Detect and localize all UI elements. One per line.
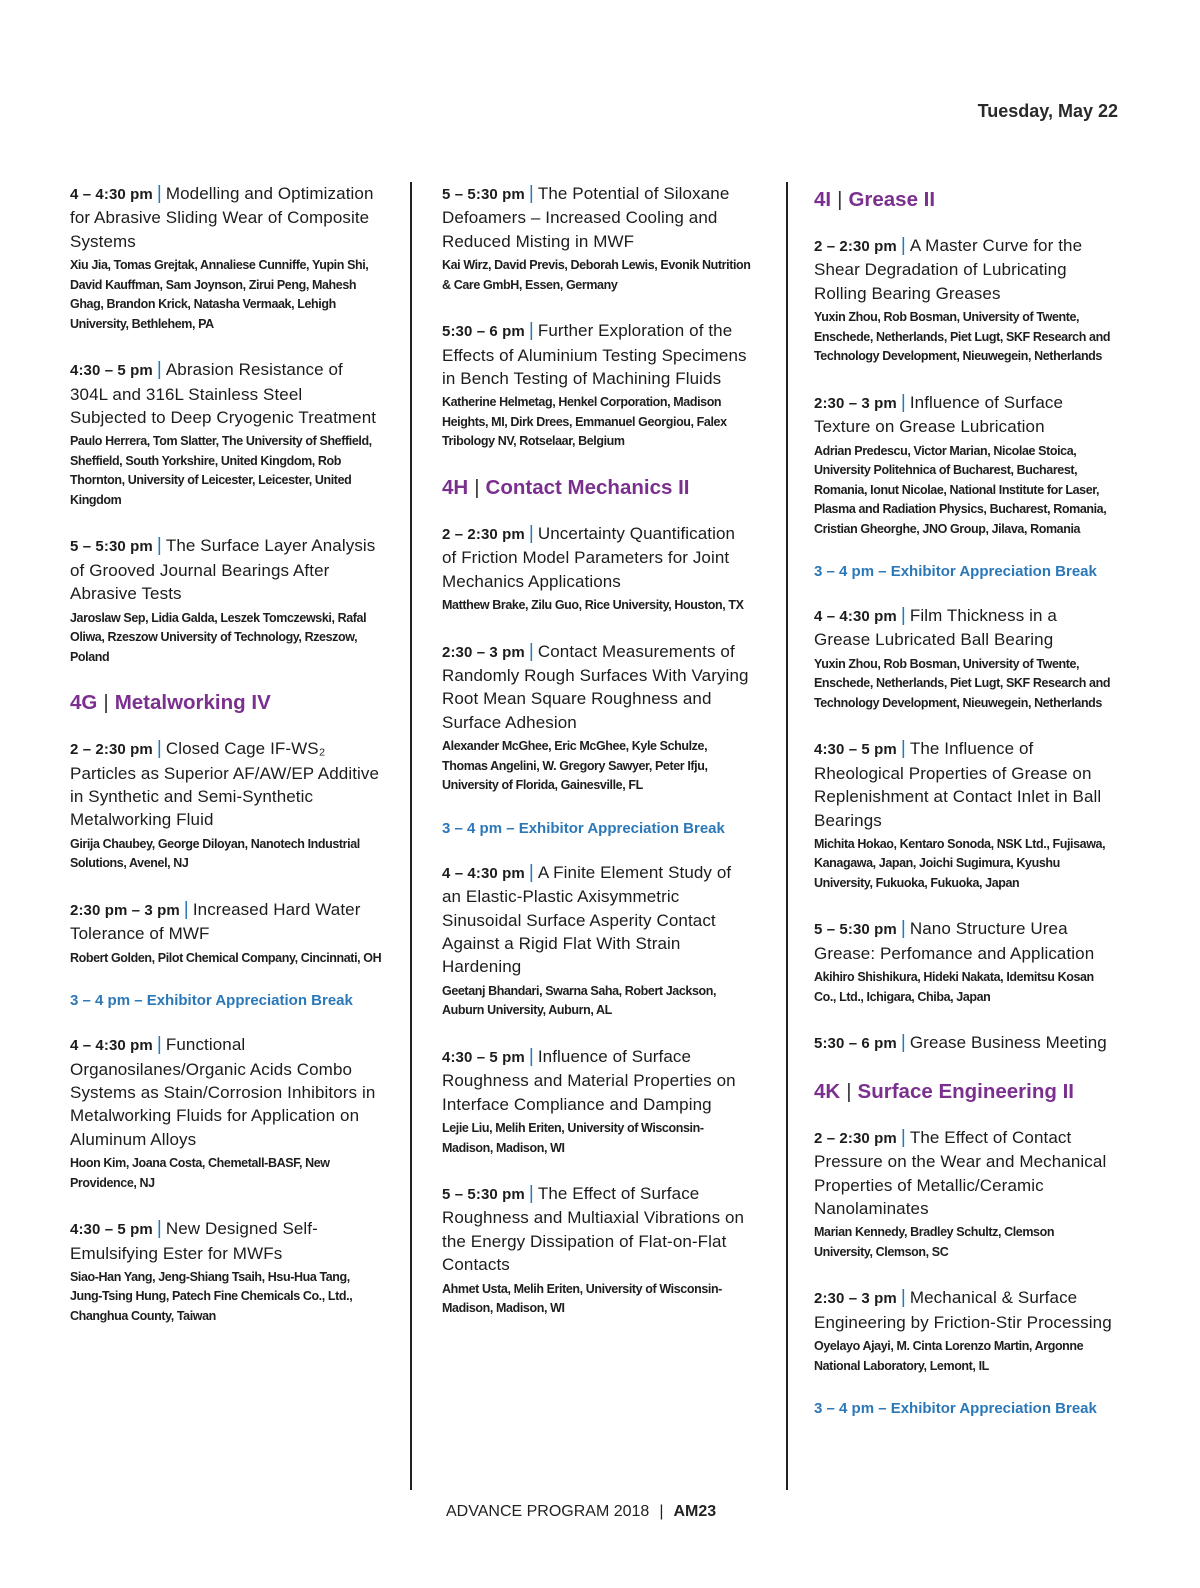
session-divider: | (103, 691, 109, 715)
talk-entry (814, 234, 1114, 367)
talk-entry (70, 358, 382, 510)
talk-title: A Master Curve for the Shear Degradation of Lubricating Rolling Bearing Greases (814, 236, 1083, 303)
time-divider: | (900, 1032, 906, 1054)
talk-title: Nano Structure Urea Grease: Perfomance and Application (814, 919, 1095, 963)
session-divider: | (837, 188, 843, 211)
session-header (70, 691, 382, 715)
talk-title: Contact Measurements of Randomly Rough Surfaces With Varying Root Mean Square Roughness and Surface Adhesion (442, 641, 749, 732)
talk-title: Mechanical & Surface Engineering by Friction-Stir Processing (814, 1288, 1112, 1332)
time-divider: | (528, 320, 534, 342)
session-divider: | (846, 1079, 852, 1103)
talk-heading (70, 534, 382, 605)
talk-time: 5 – 5:30 pm (442, 1186, 525, 1204)
talk-time: 4:30 – 5 pm (442, 1048, 525, 1066)
exhibitor-break: 3 – 4 pm – Exhibitor Appreciation Break (442, 819, 725, 837)
talk-title: The Effect of Contact Pressure on the Wear and Mechanical Properties of Metallic/Ceramic Nanolaminates (814, 1127, 1107, 1218)
time-divider: | (528, 183, 534, 204)
talk-heading (70, 898, 382, 946)
talk-entry (814, 391, 1114, 539)
talk-title: A Finite Element Study of an Elastic-Plastic Axisymmetric Sinusoidal Surface Asperity Contact Against a Rigid Flat With Strain Hardening (442, 862, 732, 977)
talk-entry (70, 182, 382, 334)
talk-entry (442, 319, 754, 452)
talk-heading (70, 737, 382, 832)
talk-authors: Adrian Predescu, Victor Marian, Nicolae Stoica, University Politehnica of Bucharest, Bucharest, Romania, Ionut Nicolae, National Institute for Laser, Plasma and Radiation Physics, Bucharest, Romania, Cristian Gheorghe, JNO Group, Jilava, Romania (814, 443, 1107, 536)
talk-authors: Lejie Liu, Melih Eriten, University of Wisconsin-Madison, Madison, WI (442, 1121, 704, 1155)
session-header (814, 188, 1114, 212)
session-name: Surface Engineering II (857, 1079, 1074, 1103)
talk-time: 2:30 pm – 3 pm (70, 901, 180, 919)
talk-time: 5:30 – 6 pm (814, 1035, 897, 1053)
talk-heading (442, 522, 754, 593)
footer-program: ADVANCE PROGRAM 2018 (446, 1503, 650, 1520)
time-divider: | (156, 1034, 162, 1056)
talk-authors: Matthew Brake, Zilu Guo, Rice University, Houston, TX (442, 598, 744, 613)
session-header (814, 1080, 1114, 1104)
talk-authors: Oyelayo Ajayi, M. Cinta Lorenzo Martin, Argonne National Laboratory, Lemont, IL (814, 1339, 1084, 1373)
talk-entry (70, 898, 382, 968)
time-divider: | (156, 535, 162, 557)
talk-time: 2 – 2:30 pm (70, 741, 153, 759)
talk-heading (814, 917, 1114, 965)
talk-heading (814, 1286, 1114, 1334)
talk-time: 5 – 5:30 pm (442, 186, 525, 203)
talk-title: Grease Business Meeting (909, 1033, 1107, 1053)
talk-time: 4 – 4:30 pm (442, 864, 525, 882)
talk-time: 2 – 2:30 pm (814, 1129, 897, 1147)
talk-time: 5:30 – 6 pm (442, 323, 525, 341)
talk-entry (442, 182, 754, 295)
talk-authors: Alexander McGhee, Eric McGhee, Kyle Schulze, Thomas Angelini, W. Gregory Sawyer, Peter Ifju, University of Florida, Gainesville, FL (442, 739, 708, 793)
talk-authors: Akihiro Shishikura, Hideki Nakata, Idemitsu Kosan Co., Ltd., Ichigara, Chiba, Japan (814, 970, 1094, 1004)
talk-time: 4 – 4:30 pm (814, 608, 897, 626)
talk-time: 4:30 – 5 pm (70, 362, 153, 380)
exhibitor-break: 3 – 4 pm – Exhibitor Appreciation Break (814, 1400, 1097, 1418)
time-divider: | (156, 183, 162, 204)
program-column-3 (814, 182, 1114, 1441)
talk-authors: Xiu Jia, Tomas Grejtak, Annaliese Cunniffe, Yupin Shi, David Kauffman, Sam Joynson, Zirui Peng, Mahesh Ghag, Brandon Krick, Natasha Vermaak, Lehigh University, Bethlehem, PA (70, 258, 369, 331)
talk-authors: Yuxin Zhou, Rob Bosman, University of Twente, Enschede, Netherlands, Piet Lugt, SKF Research and Technology Development, Nieuwegein, Netherlands (814, 656, 1111, 710)
talk-title: The Surface Layer Analysis of Grooved Journal Bearings After Abrasive Tests (70, 536, 376, 604)
footer-page-label: AM (673, 1503, 699, 1520)
time-divider: | (156, 738, 162, 760)
talk-authors: Jaroslaw Sep, Lidia Galda, Leszek Tomczewski, Rafal Oliwa, Rzeszow University of Technology, Rzeszow, Poland (70, 610, 367, 664)
talk-time: 5 – 5:30 pm (70, 538, 153, 556)
time-divider: | (528, 640, 534, 662)
page-date: Tuesday, May 22 (977, 101, 1118, 121)
session-code: 4G (70, 691, 98, 715)
time-divider: | (528, 1045, 534, 1067)
talk-heading (442, 861, 754, 979)
talk-authors: Yuxin Zhou, Rob Bosman, University of Twente, Enschede, Netherlands, Piet Lugt, SKF Research and Technology Development, Nieuwegein, Netherlands (814, 310, 1111, 364)
talk-entry (70, 534, 382, 667)
time-divider: | (156, 1218, 162, 1240)
talk-entry (70, 737, 382, 874)
column-divider (786, 182, 788, 1490)
talk-title: Modelling and Optimization for Abrasive Sliding Wear of Composite Systems (70, 184, 374, 251)
talk-title: The Effect of Surface Roughness and Multiaxial Vibrations on the Energy Dissipation of Flat-on-Flat Contacts (442, 1184, 745, 1275)
talk-time: 4:30 – 5 pm (70, 1221, 153, 1239)
talk-entry (70, 1033, 382, 1193)
program-column-2 (442, 182, 754, 1343)
talk-heading (814, 234, 1114, 305)
talk-heading (70, 182, 382, 253)
talk-entry (442, 1045, 754, 1158)
talk-heading (442, 640, 754, 735)
talk-title: Increased Hard Water Tolerance of MWF (70, 899, 361, 944)
page-footer (446, 1503, 716, 1521)
time-divider: | (900, 918, 906, 940)
footer-page-number: 23 (698, 1503, 717, 1520)
program-column-1 (70, 182, 382, 1350)
talk-entry (814, 1126, 1114, 1263)
time-divider: | (900, 605, 906, 627)
talk-heading (70, 358, 382, 429)
talk-entry (814, 917, 1114, 1007)
talk-authors: Paulo Herrera, Tom Slatter, The University of Sheffield, Sheffield, South Yorkshire, United Kingdom, Rob Thornton, University of Leicester, Leicester, United Kingdom (70, 434, 372, 507)
talk-entry (814, 604, 1114, 713)
time-divider: | (900, 391, 906, 413)
talk-time: 2 – 2:30 pm (442, 525, 525, 543)
exhibitor-break: 3 – 4 pm – Exhibitor Appreciation Break (814, 563, 1097, 581)
time-divider: | (900, 738, 906, 760)
talk-heading (442, 182, 754, 253)
talk-title: Closed Cage IF-WS₂ Particles as Superior AF/AW/EP Additive in Synthetic and Semi-Synthetic Metalworking Fluid (70, 739, 380, 830)
talk-title: Influence of Surface Texture on Grease Lubrication (814, 392, 1064, 437)
session-name: Metalworking IV (114, 691, 271, 715)
talk-heading (70, 1033, 382, 1151)
talk-heading (814, 604, 1114, 652)
talk-entry (70, 1217, 382, 1326)
talk-time: 2 – 2:30 pm (814, 238, 897, 255)
time-divider: | (156, 359, 162, 381)
talk-title: New Designed Self-Emulsifying Ester for MWFs (70, 1219, 318, 1263)
session-code: 4K (814, 1079, 841, 1103)
talk-heading (442, 319, 754, 390)
talk-heading (70, 1217, 382, 1265)
talk-authors: Robert Golden, Pilot Chemical Company, Cincinnati, OH (70, 950, 382, 965)
exhibitor-break: 3 – 4 pm – Exhibitor Appreciation Break (70, 992, 353, 1010)
talk-time: 2:30 – 3 pm (814, 394, 897, 412)
talk-entry (814, 1286, 1114, 1376)
session-code: 4H (442, 475, 469, 499)
talk-heading (442, 1045, 754, 1116)
talk-title: Influence of Surface Roughness and Material Properties on Interface Compliance and Damping (442, 1046, 736, 1114)
talk-authors: Kai Wirz, David Previs, Deborah Lewis, Evonik Nutrition & Care GmbH, Essen, Germany (442, 258, 751, 292)
time-divider: | (528, 861, 534, 883)
talk-title: Abrasion Resistance of 304L and 316L Stainless Steel Subjected to Deep Cryogenic Treatment (70, 360, 377, 428)
session-name: Contact Mechanics II (485, 475, 690, 499)
time-divider: | (528, 522, 534, 544)
talk-time: 2:30 – 3 pm (442, 643, 525, 661)
talk-title: Uncertainty Quantification of Friction Model Parameters for Joint Mechanics Applications (442, 523, 736, 591)
talk-entry (814, 737, 1114, 893)
talk-authors: Siao-Han Yang, Jeng-Shiang Tsaih, Hsu-Hua Tang, Jung-Tsing Hung, Patech Fine Chemicals Co., Ltd., Changhua County, Taiwan (70, 1269, 353, 1323)
talk-authors: Girija Chaubey, George Diloyan, Nanotech Industrial Solutions, Avenel, NJ (70, 836, 360, 871)
time-divider: | (183, 898, 189, 920)
talk-authors: Katherine Helmetag, Henkel Corporation, Madison Heights, MI, Dirk Drees, Emmanuel Georgiou, Falex Tribology NV, Rotselaar, Belgium (442, 395, 727, 449)
talk-title: The Influence of Rheological Properties of Grease on Replenishment at Contact Inlet in Ball Bearings (814, 739, 1102, 830)
time-divider: | (528, 1183, 534, 1205)
talk-time: 4 – 4:30 pm (70, 186, 153, 203)
talk-title: Film Thickness in a Grease Lubricated Ball Bearing (814, 606, 1057, 650)
session-name: Grease II (848, 188, 936, 211)
talk-title: The Potential of Siloxane Defoamers – Increased Cooling and Reduced Misting in MWF (442, 184, 730, 251)
talk-entry (442, 522, 754, 616)
talk-time: 4 – 4:30 pm (70, 1037, 153, 1055)
talk-authors: Michita Hokao, Kentaro Sonoda, NSK Ltd., Fujisawa, Kanagawa, Japan, Joichi Sugimura, Kyushu University, Fukuoka, Fukuoka, Japan (814, 836, 1106, 890)
session-code: 4I (814, 188, 832, 211)
talk-time: 2:30 – 3 pm (814, 1290, 897, 1308)
talk-title: Further Exploration of the Effects of Aluminium Testing Specimens in Bench Testing of Machining Fluids (442, 321, 747, 389)
talk-heading (814, 1126, 1114, 1221)
talk-heading (814, 1031, 1114, 1055)
talk-time: 4:30 – 5 pm (814, 741, 897, 759)
talk-entry (442, 1182, 754, 1319)
talk-authors: Ahmet Usta, Melih Eriten, University of Wisconsin-Madison, Madison, WI (442, 1281, 722, 1316)
footer-divider: | (659, 1503, 664, 1520)
talk-heading (814, 737, 1114, 832)
talk-time: 5 – 5:30 pm (814, 921, 897, 939)
talk-heading (814, 391, 1114, 439)
time-divider: | (900, 1287, 906, 1309)
talk-heading (442, 1182, 754, 1277)
session-header (442, 476, 754, 500)
column-divider (410, 182, 412, 1490)
talk-title: Functional Organosilanes/Organic Acids Combo Systems as Stain/Corrosion Inhibitors in Metalworking Fluids for Application on Aluminum Alloys (70, 1035, 376, 1149)
talk-authors: Marian Kennedy, Bradley Schultz, Clemson University, Clemson, SC (814, 1225, 1055, 1259)
time-divider: | (900, 235, 906, 256)
talk-entry (442, 640, 754, 796)
talk-authors: Geetanj Bhandari, Swarna Saha, Robert Jackson, Auburn University, Auburn, AL (442, 983, 717, 1018)
talk-entry (814, 1031, 1114, 1055)
time-divider: | (900, 1126, 906, 1148)
talk-entry (442, 861, 754, 1021)
session-divider: | (474, 475, 480, 499)
talk-authors: Hoon Kim, Joana Costa, Chemetall-BASF, New Providence, NJ (70, 1156, 330, 1190)
